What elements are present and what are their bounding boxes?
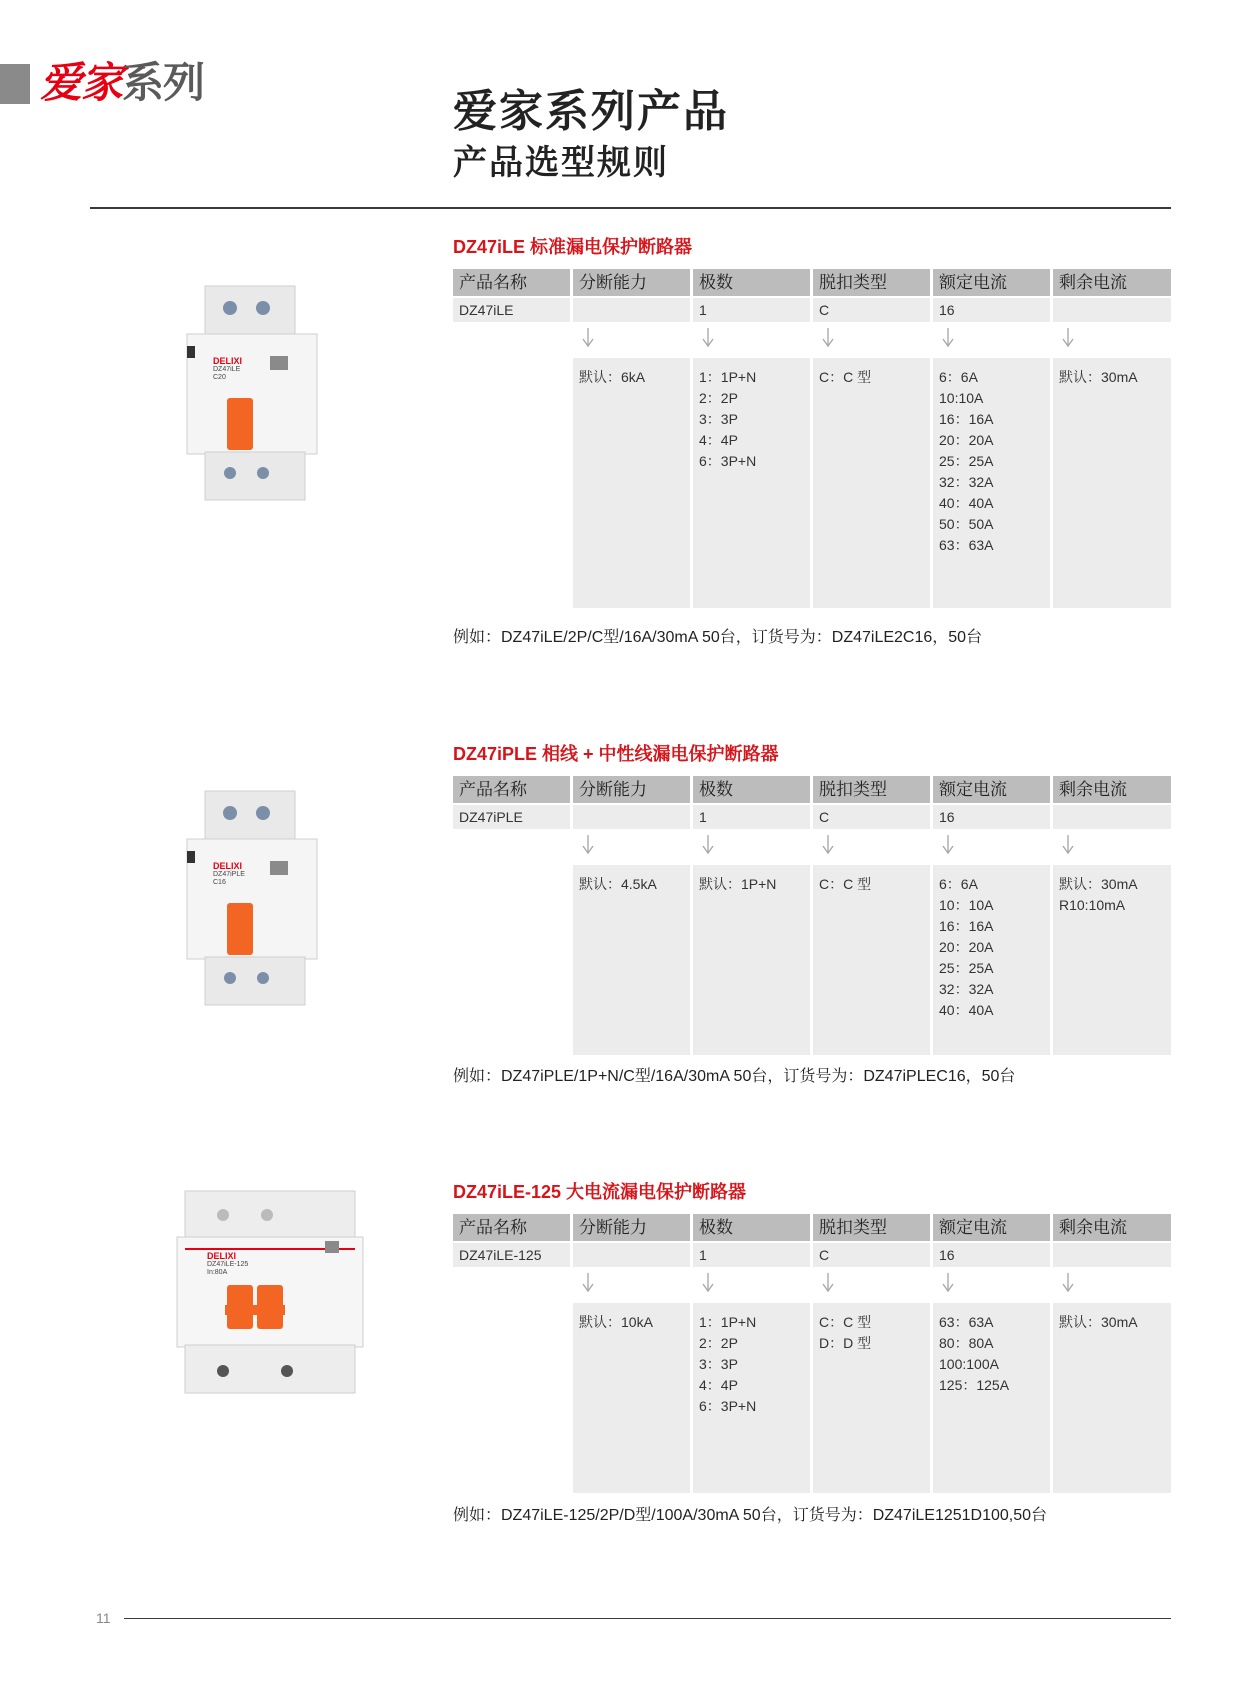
down-arrow-icon: [701, 835, 715, 855]
default-value-cell: C: [813, 1243, 930, 1267]
column-header: 极数: [693, 1214, 810, 1241]
order-example: 例如：DZ47iLE-125/2P/D型/100A/30mA 50台，订货号为：DZ47iLE1251D100,50台: [453, 1507, 1048, 1524]
column-header: 产品名称: [453, 269, 570, 296]
option-item: 10:10A: [939, 390, 984, 406]
option-item: 50：50A: [939, 516, 994, 532]
option-item: C：C 型: [819, 1314, 872, 1330]
option-item: 16：16A: [939, 918, 994, 934]
option-item: 32：32A: [939, 981, 994, 997]
footer-divider: [124, 1618, 1171, 1619]
default-value-cell: DZ47iLE-125: [453, 1243, 570, 1267]
option-item: 6：6A: [939, 876, 978, 892]
default-value-cell: 16: [933, 805, 1050, 829]
default-value-cell: [1053, 298, 1171, 322]
product-section: [0, 236, 1234, 657]
column-header: 剩余电流: [1053, 1214, 1171, 1241]
option-list-cell: [1053, 358, 1171, 608]
option-item: 默认：30mA: [1059, 1314, 1138, 1330]
option-list-cell: [813, 865, 930, 1055]
product-section: [0, 1181, 1234, 1535]
option-item: 16：16A: [939, 411, 994, 427]
product-brand-label: DELIXI: [213, 356, 243, 366]
option-item: 25：25A: [939, 960, 994, 976]
product-brand-label: DELIXI: [207, 1251, 237, 1261]
down-arrow-icon: [581, 1273, 595, 1293]
option-item: 4：4P: [699, 432, 738, 448]
option-item: 6：3P+N: [699, 1398, 757, 1414]
default-value-cell: 1: [693, 1243, 810, 1267]
column-header: 分断能力: [573, 776, 690, 803]
default-value-cell: 16: [933, 1243, 1050, 1267]
down-arrow-icon: [581, 835, 595, 855]
column-header: 脱扣类型: [813, 1214, 930, 1241]
column-header: 产品名称: [453, 1214, 570, 1241]
option-item: 125：125A: [939, 1377, 1010, 1393]
option-item: 1：1P+N: [699, 1314, 757, 1330]
product-model-label: DZ47iLE: [213, 366, 241, 373]
option-item: 40：40A: [939, 495, 994, 511]
down-arrow-icon: [941, 328, 955, 348]
product-section: [0, 743, 1234, 1096]
default-value-cell: C: [813, 298, 930, 322]
option-item: 63：63A: [939, 1314, 994, 1330]
product-rating-label: C20: [213, 374, 226, 381]
page-subtitle: 产品选型规则: [453, 144, 669, 182]
option-item: 10：10A: [939, 897, 994, 913]
down-arrow-icon: [821, 1273, 835, 1293]
default-value-cell: 16: [933, 298, 1050, 322]
product-rating-label: In:80A: [207, 1269, 228, 1276]
option-list-cell: [1053, 865, 1171, 1055]
product-brand-label: DELIXI: [213, 861, 243, 871]
default-value-cell: DZ47iPLE: [453, 805, 570, 829]
option-list-cell: [693, 358, 810, 608]
down-arrow-icon: [701, 1273, 715, 1293]
column-header: 脱扣类型: [813, 776, 930, 803]
order-example: 例如：DZ47iPLE/1P+N/C型/16A/30mA 50台，订货号为：DZ47iPLEC16，50台: [453, 1068, 1016, 1085]
column-header: 脱扣类型: [813, 269, 930, 296]
down-arrow-icon: [941, 835, 955, 855]
down-arrow-icon: [1061, 328, 1075, 348]
option-list-cell: [573, 865, 690, 1055]
section-title: DZ47iLE 标准漏电保护断路器: [453, 237, 693, 257]
option-item: 20：20A: [939, 939, 994, 955]
option-item: 63：63A: [939, 537, 994, 553]
option-list-cell: [813, 358, 930, 608]
default-value-cell: [573, 805, 690, 829]
option-item: 40：40A: [939, 1002, 994, 1018]
section-title: DZ47iPLE 相线 + 中性线漏电保护断路器: [453, 744, 779, 764]
default-value-cell: [573, 1243, 690, 1267]
option-list-cell: [693, 865, 810, 1055]
option-item: 4：4P: [699, 1377, 738, 1393]
down-arrow-icon: [821, 835, 835, 855]
product-rating-label: C16: [213, 879, 226, 886]
option-item: C：C 型: [819, 876, 872, 892]
option-item: 2：2P: [699, 390, 738, 406]
option-item: 100:100A: [939, 1356, 999, 1372]
column-header: 分断能力: [573, 269, 690, 296]
series-logo: [40, 58, 204, 108]
option-item: 默认：30mA: [1059, 876, 1138, 892]
series-marker-bar: [0, 64, 30, 104]
series-logo-gray: 系列: [122, 59, 205, 106]
option-list-cell: [693, 1303, 810, 1493]
default-value-cell: [1053, 805, 1171, 829]
option-list-cell: [933, 358, 1050, 608]
option-item: 默认：6kA: [579, 369, 646, 385]
option-item: D：D 型: [819, 1335, 872, 1351]
option-list-cell: [573, 1303, 690, 1493]
option-list-cell: [933, 865, 1050, 1055]
breaker-illustration: [175, 1181, 365, 1401]
section-title: DZ47iLE-125 大电流漏电保护断路器: [453, 1182, 747, 1202]
option-list-cell: [1053, 1303, 1171, 1493]
product-image: [175, 1181, 365, 1406]
default-value-cell: [573, 298, 690, 322]
column-header: 额定电流: [933, 269, 1050, 296]
option-item: 20：20A: [939, 432, 994, 448]
order-example: 例如：DZ47iLE/2P/C型/16A/30mA 50台，订货号为：DZ47iLE2C16，50台: [453, 629, 983, 646]
column-header: 分断能力: [573, 1214, 690, 1241]
option-item: 默认：10kA: [579, 1314, 653, 1330]
option-item: 默认：4.5kA: [579, 876, 657, 892]
option-item: 3：3P: [699, 1356, 738, 1372]
option-item: 2：2P: [699, 1335, 738, 1351]
default-value-cell: C: [813, 805, 930, 829]
column-header: 极数: [693, 776, 810, 803]
column-header: 剩余电流: [1053, 776, 1171, 803]
down-arrow-icon: [1061, 1273, 1075, 1293]
down-arrow-icon: [1061, 835, 1075, 855]
down-arrow-icon: [701, 328, 715, 348]
default-value-cell: [1053, 1243, 1171, 1267]
breaker-illustration: [185, 783, 335, 1015]
product-image: [185, 278, 335, 515]
down-arrow-icon: [821, 328, 835, 348]
option-item: 3：3P: [699, 411, 738, 427]
option-item: R10:10mA: [1059, 897, 1126, 913]
option-list-cell: [933, 1303, 1050, 1493]
product-image: [185, 783, 335, 1020]
column-header: 额定电流: [933, 776, 1050, 803]
down-arrow-icon: [581, 328, 595, 348]
option-list-cell: [813, 1303, 930, 1493]
down-arrow-icon: [941, 1273, 955, 1293]
column-header: 产品名称: [453, 776, 570, 803]
product-model-label: DZ47iPLE: [213, 871, 245, 878]
option-item: 6：3P+N: [699, 453, 757, 469]
option-item: 80：80A: [939, 1335, 994, 1351]
default-value-cell: DZ47iLE: [453, 298, 570, 322]
column-header: 剩余电流: [1053, 269, 1171, 296]
option-item: 32：32A: [939, 474, 994, 490]
series-logo-red: 爱家: [40, 59, 123, 106]
column-header: 极数: [693, 269, 810, 296]
option-item: C：C 型: [819, 369, 872, 385]
option-list-cell: [573, 358, 690, 608]
option-item: 默认：1P+N: [699, 876, 777, 892]
page-title: 爱家系列产品: [453, 87, 729, 136]
breaker-illustration: [185, 278, 335, 510]
header-divider: [90, 207, 1171, 209]
column-header: 额定电流: [933, 1214, 1050, 1241]
product-model-label: DZ47iLE-125: [207, 1261, 249, 1268]
page-number: 11: [96, 1610, 111, 1626]
option-item: 1：1P+N: [699, 369, 757, 385]
default-value-cell: 1: [693, 805, 810, 829]
default-value-cell: 1: [693, 298, 810, 322]
option-item: 25：25A: [939, 453, 994, 469]
option-item: 默认：30mA: [1059, 369, 1138, 385]
option-item: 6：6A: [939, 369, 978, 385]
